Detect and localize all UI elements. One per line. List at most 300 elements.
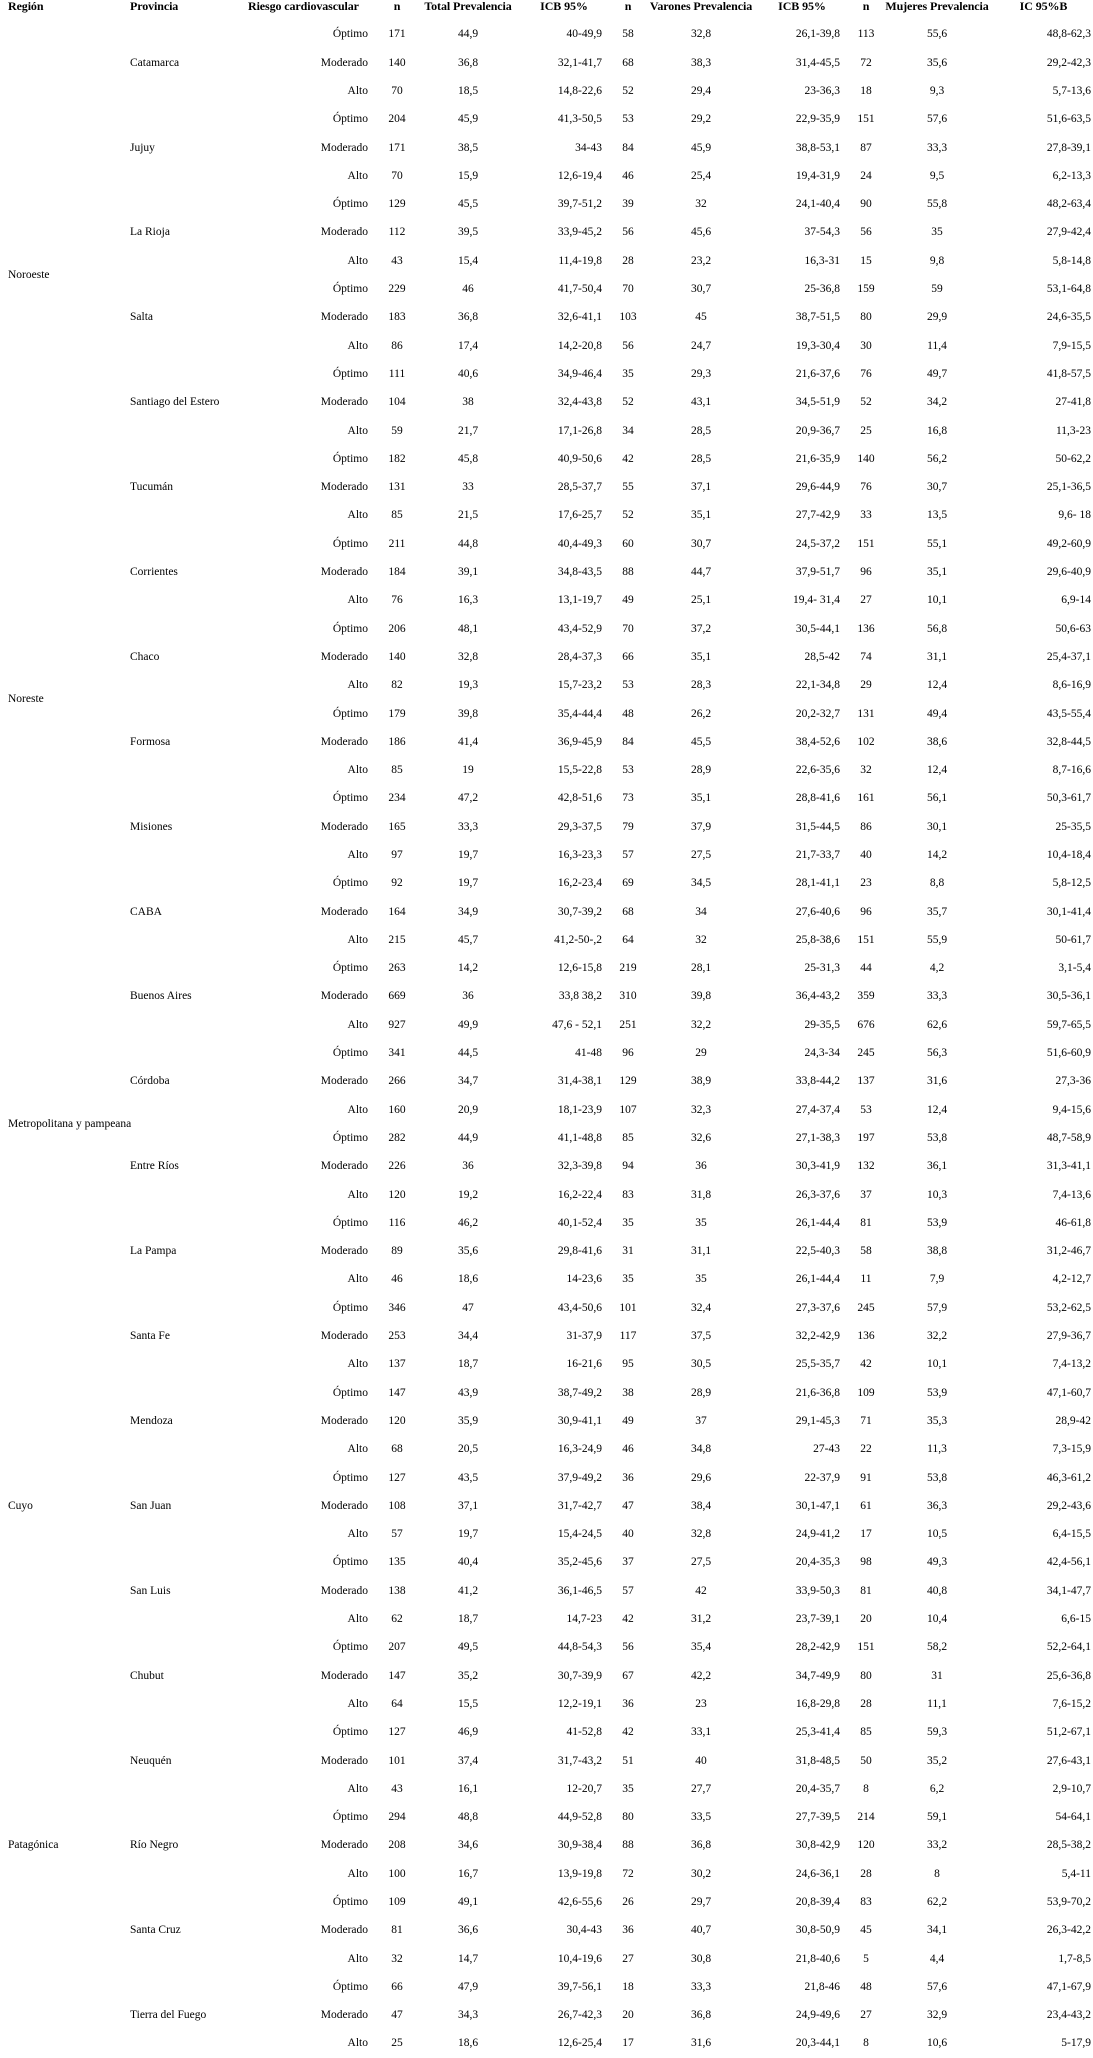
- icb-mujeres-cell: 25-35,5: [1055, 820, 1091, 833]
- provincia-label: Córdoba: [130, 1075, 170, 1088]
- riesgo-cell: Óptimo: [332, 1895, 368, 1908]
- riesgo-cell: Alto: [347, 1528, 368, 1541]
- riesgo-cell: Alto: [347, 1952, 368, 1965]
- icb-mujeres-cell: 50-62,2: [1055, 452, 1091, 465]
- n-mujeres-cell: 245: [857, 1047, 875, 1060]
- icb-total-cell: 30,4-43: [566, 1924, 602, 1937]
- icb-varones-cell: 30,3-41,9: [795, 1160, 840, 1173]
- riesgo-cell: Moderado: [320, 56, 368, 69]
- n-mujeres-cell: 140: [857, 452, 875, 465]
- icb-varones-cell: 27-43: [813, 1443, 840, 1456]
- mujeres-prevalencia-cell: 55,6: [926, 28, 948, 41]
- n-total-cell: 64: [391, 1697, 403, 1710]
- mujeres-prevalencia-cell: 55,9: [926, 933, 948, 946]
- riesgo-cell: Moderado: [320, 990, 368, 1003]
- n-total-cell: 253: [388, 1330, 406, 1343]
- icb-varones-cell: 25-31,3: [804, 962, 840, 975]
- varones-prevalencia-cell: 24,7: [690, 339, 712, 352]
- mujeres-prevalencia-cell: 34,1: [926, 1924, 948, 1937]
- icb-total-cell: 34,9-46,4: [557, 367, 602, 380]
- n-mujeres-cell: 151: [857, 933, 875, 946]
- provincia-label: Santiago del Estero: [130, 396, 220, 409]
- n-total-cell: 341: [388, 1047, 406, 1060]
- icb-varones-cell: 24,6-36,1: [795, 1867, 840, 1880]
- icb-total-cell: 41,3-50,5: [557, 113, 602, 126]
- mujeres-prevalencia-cell: 57,6: [926, 113, 948, 126]
- icb-varones-cell: 22,1-34,8: [795, 679, 840, 692]
- mujeres-prevalencia-cell: 29,9: [926, 311, 948, 324]
- riesgo-cell: Óptimo: [332, 367, 368, 380]
- total-prevalencia-cell: 45,5: [457, 198, 479, 211]
- n-total-cell: 206: [388, 622, 406, 635]
- total-prevalencia-cell: 32,8: [457, 650, 479, 663]
- varones-prevalencia-cell: 42: [695, 1584, 707, 1597]
- icb-varones-cell: 23,7-39,1: [795, 1613, 840, 1626]
- n-varones-cell: 34: [622, 424, 634, 437]
- n-varones-cell: 129: [619, 1075, 637, 1088]
- mujeres-prevalencia-cell: 59,1: [926, 1811, 948, 1824]
- riesgo-cell: Moderado: [320, 396, 368, 409]
- icb-mujeres-cell: 51,2-67,1: [1046, 1726, 1091, 1739]
- icb-mujeres-cell: 49,2-60,9: [1046, 537, 1091, 550]
- n-total-cell: 129: [388, 198, 406, 211]
- provincia-label: San Luis: [130, 1584, 171, 1597]
- n-mujeres-cell: 91: [860, 1471, 872, 1484]
- provincia-label: Formosa: [130, 735, 171, 748]
- icb-varones-cell: 38,4-52,6: [795, 735, 840, 748]
- mujeres-prevalencia-cell: 35: [931, 226, 943, 239]
- icb-mujeres-cell: 31,3-41,1: [1046, 1160, 1091, 1173]
- total-prevalencia-cell: 45,9: [457, 113, 479, 126]
- icb-mujeres-cell: 6,2-13,3: [1052, 169, 1091, 182]
- total-prevalencia-cell: 19,3: [457, 679, 479, 692]
- varones-prevalencia-cell: 37,5: [690, 1330, 712, 1343]
- total-prevalencia-cell: 43,5: [457, 1471, 479, 1484]
- riesgo-cell: Óptimo: [332, 1047, 368, 1060]
- icb-mujeres-cell: 46-61,8: [1055, 1216, 1091, 1229]
- n-varones-cell: 31: [622, 1245, 634, 1258]
- total-prevalencia-cell: 20,9: [457, 1103, 479, 1116]
- table-row: [0, 445, 1093, 473]
- n-mujeres-cell: 37: [860, 1188, 872, 1201]
- mujeres-prevalencia-cell: 58,2: [926, 1641, 948, 1654]
- icb-total-cell: 42,6-55,6: [557, 1895, 602, 1908]
- total-prevalencia-cell: 16,7: [457, 1867, 479, 1880]
- varones-prevalencia-cell: 29,6: [690, 1471, 712, 1484]
- icb-varones-cell: 27,7-42,9: [795, 509, 840, 522]
- provincia-label: Río Negro: [130, 1839, 179, 1852]
- n-total-cell: 32: [391, 1952, 403, 1965]
- n-total-cell: 101: [388, 1754, 406, 1767]
- varones-prevalencia-cell: 34: [695, 905, 707, 918]
- riesgo-cell: Alto: [347, 594, 368, 607]
- varones-prevalencia-cell: 29,7: [690, 1895, 712, 1908]
- icb-varones-cell: 22,9-35,9: [795, 113, 840, 126]
- riesgo-cell: Óptimo: [332, 1726, 368, 1739]
- icb-total-cell: 31,4-38,1: [557, 1075, 602, 1088]
- icb-mujeres-cell: 5-17,9: [1061, 2037, 1091, 2050]
- mujeres-prevalencia-cell: 38,6: [926, 735, 948, 748]
- icb-varones-cell: 26,3-37,6: [795, 1188, 840, 1201]
- n-varones-cell: 79: [622, 820, 634, 833]
- icb-mujeres-cell: 3,1-5,4: [1058, 962, 1091, 975]
- riesgo-cell: Moderado: [320, 2009, 368, 2022]
- riesgo-cell: Moderado: [320, 735, 368, 748]
- icb-varones-cell: 30,1-47,1: [795, 1499, 840, 1512]
- icb-varones-cell: 21,7-33,7: [795, 849, 840, 861]
- total-prevalencia-cell: 19: [462, 764, 474, 777]
- riesgo-cell: Alto: [347, 679, 368, 692]
- varones-prevalencia-cell: 30,5: [690, 1358, 712, 1371]
- table-row: [0, 1804, 1093, 1832]
- riesgo-cell: Alto: [347, 1443, 368, 1456]
- icb-total-cell: 12,6-25,4: [557, 2037, 602, 2050]
- icb-mujeres-cell: 59,7-65,5: [1046, 1018, 1091, 1031]
- mujeres-prevalencia-cell: 12,4: [926, 764, 948, 777]
- icb-varones-cell: 30,5-44,1: [795, 622, 840, 635]
- icb-varones-cell: 21,6-36,8: [795, 1386, 840, 1399]
- mujeres-prevalencia-cell: 34,2: [926, 396, 948, 409]
- icb-mujeres-cell: 30,5-36,1: [1046, 990, 1091, 1003]
- mujeres-prevalencia-cell: 12,4: [926, 1103, 948, 1116]
- column-header-icb-varones: ICB 95%: [778, 0, 826, 13]
- icb-total-cell: 14,8-22,6: [557, 84, 602, 97]
- varones-prevalencia-cell: 27,5: [690, 1556, 712, 1569]
- icb-total-cell: 32,3-39,8: [557, 1160, 602, 1173]
- riesgo-cell: Alto: [347, 1697, 368, 1710]
- icb-varones-cell: 20,4-35,7: [795, 1782, 840, 1795]
- mujeres-prevalencia-cell: 13,5: [926, 509, 948, 522]
- mujeres-prevalencia-cell: 4,4: [929, 1952, 945, 1965]
- varones-prevalencia-cell: 36: [695, 1160, 707, 1173]
- icb-total-cell: 41,1-48,8: [557, 1131, 602, 1144]
- column-header-varones-prevalencia: Varones Prevalencia: [649, 0, 753, 13]
- provincia-label: Salta: [130, 311, 153, 324]
- icb-varones-cell: 20,3-44,1: [795, 2037, 840, 2050]
- n-total-cell: 120: [388, 1414, 406, 1427]
- icb-total-cell: 12,6-19,4: [557, 169, 602, 182]
- n-mujeres-cell: 90: [860, 198, 872, 211]
- varones-prevalencia-cell: 35,4: [690, 1641, 712, 1654]
- varones-prevalencia-cell: 29,4: [690, 84, 712, 97]
- icb-mujeres-cell: 50,3-61,7: [1046, 792, 1091, 805]
- icb-mujeres-cell: 7,3-15,9: [1052, 1443, 1091, 1456]
- varones-prevalencia-cell: 30,2: [690, 1867, 712, 1880]
- n-total-cell: 207: [388, 1641, 406, 1654]
- icb-total-cell: 31,7-42,7: [557, 1499, 602, 1512]
- n-varones-cell: 67: [622, 1669, 634, 1682]
- mujeres-prevalencia-cell: 8: [934, 1867, 940, 1880]
- varones-prevalencia-cell: 29,2: [690, 113, 712, 126]
- varones-prevalencia-cell: 34,8: [690, 1443, 712, 1456]
- column-header-region: Región: [8, 0, 44, 13]
- n-total-cell: 137: [388, 1358, 406, 1371]
- n-varones-cell: 68: [622, 56, 634, 69]
- n-total-cell: 86: [391, 339, 403, 352]
- n-total-cell: 184: [388, 566, 406, 579]
- n-mujeres-cell: 29: [860, 679, 872, 692]
- table-row: [0, 361, 1093, 389]
- varones-prevalencia-cell: 25,1: [690, 594, 712, 607]
- n-total-cell: 927: [388, 1018, 406, 1031]
- mujeres-prevalencia-cell: 62,2: [926, 1895, 948, 1908]
- n-mujeres-cell: 98: [860, 1556, 872, 1569]
- total-prevalencia-cell: 44,9: [457, 1131, 479, 1144]
- region-label: Patagónica: [8, 1839, 59, 1852]
- varones-prevalencia-cell: 28,9: [690, 764, 712, 777]
- varones-prevalencia-cell: 32: [695, 198, 707, 211]
- icb-mujeres-cell: 9,6- 18: [1058, 509, 1091, 522]
- n-total-cell: 62: [391, 1613, 403, 1626]
- mujeres-prevalencia-cell: 10,3: [926, 1188, 948, 1201]
- n-mujeres-cell: 676: [857, 1018, 875, 1031]
- n-varones-cell: 101: [619, 1301, 637, 1314]
- icb-varones-cell: 23-36,3: [804, 84, 840, 97]
- mujeres-prevalencia-cell: 33,3: [926, 990, 948, 1003]
- icb-mujeres-cell: 50-61,7: [1055, 933, 1091, 946]
- varones-prevalencia-cell: 45,5: [690, 735, 712, 748]
- n-total-cell: 81: [391, 1924, 403, 1937]
- varones-prevalencia-cell: 34,5: [690, 877, 712, 890]
- n-total-cell: 127: [388, 1726, 406, 1739]
- icb-varones-cell: 24,9-49,6: [795, 2009, 840, 2022]
- varones-prevalencia-cell: 27,5: [690, 849, 712, 861]
- total-prevalencia-cell: 46,2: [457, 1216, 479, 1229]
- table-row: [0, 1973, 1093, 2001]
- icb-mujeres-cell: 5,7-13,6: [1052, 84, 1091, 97]
- icb-total-cell: 39,7-56,1: [557, 1980, 602, 1993]
- varones-prevalencia-cell: 45,6: [690, 226, 712, 239]
- n-mujeres-cell: 71: [860, 1414, 872, 1427]
- icb-mujeres-cell: 7,4-13,6: [1052, 1188, 1091, 1201]
- icb-mujeres-cell: 29,6-40,9: [1046, 566, 1091, 579]
- varones-prevalencia-cell: 29: [695, 1047, 707, 1060]
- n-total-cell: 179: [388, 707, 406, 720]
- icb-total-cell: 31-37,9: [566, 1330, 602, 1343]
- n-mujeres-cell: 20: [860, 1613, 872, 1626]
- mujeres-prevalencia-cell: 33,2: [926, 1839, 948, 1852]
- icb-mujeres-cell: 53,1-64,8: [1046, 283, 1091, 296]
- icb-total-cell: 32,4-43,8: [557, 396, 602, 409]
- n-mujeres-cell: 61: [860, 1499, 872, 1512]
- icb-total-cell: 10,4-19,6: [557, 1952, 602, 1965]
- varones-prevalencia-cell: 43,1: [690, 396, 712, 409]
- riesgo-cell: Alto: [347, 84, 368, 97]
- mujeres-prevalencia-cell: 33,3: [926, 141, 948, 154]
- icb-varones-cell: 20,8-39,4: [795, 1895, 840, 1908]
- icb-mujeres-cell: 7,6-15,2: [1052, 1697, 1091, 1710]
- total-prevalencia-cell: 37,4: [457, 1754, 479, 1767]
- total-prevalencia-cell: 49,9: [457, 1018, 479, 1031]
- icb-total-cell: 16,2-23,4: [557, 877, 602, 890]
- total-prevalencia-cell: 21,7: [457, 424, 479, 437]
- n-mujeres-cell: 85: [860, 1726, 872, 1739]
- n-varones-cell: 51: [622, 1754, 634, 1767]
- varones-prevalencia-cell: 32,3: [690, 1103, 712, 1116]
- varones-prevalencia-cell: 37: [695, 1414, 707, 1427]
- table-row: [0, 530, 1093, 558]
- icb-total-cell: 35,4-44,4: [557, 707, 602, 720]
- n-total-cell: 108: [388, 1499, 406, 1512]
- icb-varones-cell: 19,3-30,4: [795, 339, 840, 352]
- n-total-cell: 215: [388, 933, 406, 946]
- column-header-total-prevalencia: Total Prevalencia: [424, 0, 512, 13]
- n-varones-cell: 84: [622, 141, 634, 154]
- icb-varones-cell: 22-37,9: [804, 1471, 840, 1484]
- riesgo-cell: Alto: [347, 1782, 368, 1795]
- n-total-cell: 120: [388, 1188, 406, 1201]
- provincia-label: Chaco: [130, 650, 160, 663]
- icb-varones-cell: 22,6-35,6: [795, 764, 840, 777]
- varones-prevalencia-cell: 32,8: [690, 1528, 712, 1541]
- n-total-cell: 43: [391, 1782, 403, 1795]
- icb-total-cell: 36,9-45,9: [557, 735, 602, 748]
- n-total-cell: 85: [391, 764, 403, 777]
- varones-prevalencia-cell: 38,3: [690, 56, 712, 69]
- riesgo-cell: Óptimo: [332, 1980, 368, 1993]
- icb-mujeres-cell: 43,5-55,4: [1046, 707, 1091, 720]
- mujeres-prevalencia-cell: 32,2: [926, 1330, 948, 1343]
- varones-prevalencia-cell: 35,1: [690, 792, 712, 805]
- icb-total-cell: 33,8 38,2: [558, 990, 602, 1003]
- n-mujeres-cell: 58: [860, 1245, 872, 1258]
- varones-prevalencia-cell: 32,2: [690, 1018, 712, 1031]
- riesgo-cell: Alto: [347, 1273, 368, 1286]
- n-total-cell: 346: [388, 1301, 406, 1314]
- icb-varones-cell: 29-35,5: [804, 1018, 840, 1031]
- n-total-cell: 109: [388, 1895, 406, 1908]
- riesgo-cell: Moderado: [320, 1669, 368, 1682]
- n-mujeres-cell: 132: [857, 1160, 875, 1173]
- provincia-label: San Juan: [130, 1499, 172, 1512]
- n-total-cell: 85: [391, 509, 403, 522]
- icb-total-cell: 16,3-23,3: [557, 849, 602, 861]
- total-prevalencia-cell: 41,4: [457, 735, 479, 748]
- icb-mujeres-cell: 6,4-15,5: [1052, 1528, 1091, 1541]
- riesgo-cell: Óptimo: [332, 1131, 368, 1144]
- n-mujeres-cell: 214: [857, 1811, 875, 1824]
- icb-total-cell: 44,9-52,8: [557, 1811, 602, 1824]
- riesgo-cell: Alto: [347, 1613, 368, 1626]
- table-row: [0, 700, 1093, 728]
- mujeres-prevalencia-cell: 11,1: [927, 1697, 947, 1710]
- icb-varones-cell: 21,6-35,9: [795, 452, 840, 465]
- n-mujeres-cell: 53: [860, 1103, 872, 1116]
- total-prevalencia-cell: 34,6: [457, 1839, 479, 1852]
- icb-varones-cell: 30,8-42,9: [795, 1839, 840, 1852]
- n-mujeres-cell: 87: [860, 141, 872, 154]
- n-mujeres-cell: 161: [857, 792, 875, 805]
- icb-varones-cell: 38,7-51,5: [795, 311, 840, 324]
- n-total-cell: 294: [388, 1811, 406, 1824]
- icb-total-cell: 13,9-19,8: [557, 1867, 602, 1880]
- riesgo-cell: Óptimo: [332, 537, 368, 550]
- icb-total-cell: 41-48: [575, 1047, 602, 1060]
- mujeres-prevalencia-cell: 31,6: [926, 1075, 948, 1088]
- icb-mujeres-cell: 48,2-63,4: [1046, 198, 1091, 211]
- icb-varones-cell: 25-36,8: [804, 283, 840, 296]
- mujeres-prevalencia-cell: 55,8: [926, 198, 948, 211]
- total-prevalencia-cell: 34,3: [457, 2009, 479, 2022]
- icb-mujeres-cell: 6,9-14: [1061, 594, 1091, 607]
- n-varones-cell: 40: [622, 1528, 634, 1541]
- n-mujeres-cell: 33: [860, 509, 872, 522]
- riesgo-cell: Moderado: [320, 1924, 368, 1937]
- provincia-label: La Rioja: [130, 226, 170, 239]
- varones-prevalencia-cell: 39,8: [690, 990, 712, 1003]
- n-mujeres-cell: 32: [860, 764, 872, 777]
- n-mujeres-cell: 40: [860, 849, 872, 861]
- varones-prevalencia-cell: 30,7: [690, 537, 712, 550]
- icb-mujeres-cell: 8,7-16,6: [1052, 764, 1091, 777]
- icb-total-cell: 43,4-50,6: [557, 1301, 602, 1314]
- riesgo-cell: Alto: [347, 933, 368, 946]
- n-total-cell: 211: [388, 537, 406, 550]
- icb-mujeres-cell: 53,9-70,2: [1046, 1895, 1091, 1908]
- provincia-label: Neuquén: [130, 1754, 172, 1767]
- total-prevalencia-cell: 36,6: [457, 1924, 479, 1937]
- varones-prevalencia-cell: 35,1: [690, 509, 712, 522]
- provincia-label: Chubut: [130, 1669, 164, 1682]
- n-varones-cell: 20: [622, 2009, 634, 2022]
- total-prevalencia-cell: 15,9: [457, 169, 479, 182]
- mujeres-prevalencia-cell: 35,3: [926, 1414, 948, 1427]
- table-row: [0, 106, 1093, 134]
- mujeres-prevalencia-cell: 6,2: [929, 1782, 945, 1795]
- icb-total-cell: 30,7-39,2: [557, 905, 602, 918]
- n-total-cell: 183: [388, 311, 406, 324]
- column-header-riesgo: Riesgo cardiovascular: [248, 0, 359, 13]
- icb-varones-cell: 34,7-49,9: [795, 1669, 840, 1682]
- n-varones-cell: 37: [622, 1556, 634, 1569]
- n-total-cell: 282: [388, 1131, 406, 1144]
- icb-varones-cell: 32,2-42,9: [795, 1330, 840, 1343]
- mujeres-prevalencia-cell: 31: [931, 1669, 943, 1682]
- mujeres-prevalencia-cell: 53,8: [926, 1131, 948, 1144]
- riesgo-cell: Moderado: [320, 141, 368, 154]
- n-total-cell: 97: [391, 849, 403, 861]
- riesgo-cell: Óptimo: [332, 707, 368, 720]
- n-total-cell: 68: [391, 1443, 403, 1456]
- icb-varones-cell: 19,4-31,9: [795, 169, 840, 182]
- provincia-label: Tierra del Fuego: [130, 2009, 207, 2022]
- header-row: [0, 0, 1093, 21]
- n-mujeres-cell: 52: [860, 396, 872, 409]
- riesgo-cell: Moderado: [320, 1330, 368, 1343]
- n-mujeres-cell: 151: [857, 113, 875, 126]
- total-prevalencia-cell: 49,5: [457, 1641, 479, 1654]
- n-total-cell: 171: [388, 141, 406, 154]
- n-mujeres-cell: 136: [857, 1330, 875, 1343]
- icb-mujeres-cell: 30,1-41,4: [1046, 905, 1091, 918]
- riesgo-cell: Moderado: [320, 1584, 368, 1597]
- total-prevalencia-cell: 15,5: [457, 1697, 479, 1710]
- icb-varones-cell: 26,1-44,4: [795, 1216, 840, 1229]
- varones-prevalencia-cell: 31,1: [690, 1245, 712, 1258]
- n-varones-cell: 73: [622, 792, 634, 805]
- n-total-cell: 165: [388, 820, 406, 833]
- riesgo-cell: Óptimo: [332, 283, 368, 296]
- total-prevalencia-cell: 41,2: [457, 1584, 479, 1597]
- n-mujeres-cell: 197: [857, 1131, 875, 1144]
- riesgo-cell: Alto: [347, 1188, 368, 1201]
- mujeres-prevalencia-cell: 36,3: [926, 1499, 948, 1512]
- n-mujeres-cell: 17: [860, 1528, 872, 1541]
- n-mujeres-cell: 11: [860, 1273, 872, 1286]
- n-varones-cell: 70: [622, 622, 634, 635]
- n-varones-cell: 117: [619, 1330, 637, 1343]
- mujeres-prevalencia-cell: 36,1: [926, 1160, 948, 1173]
